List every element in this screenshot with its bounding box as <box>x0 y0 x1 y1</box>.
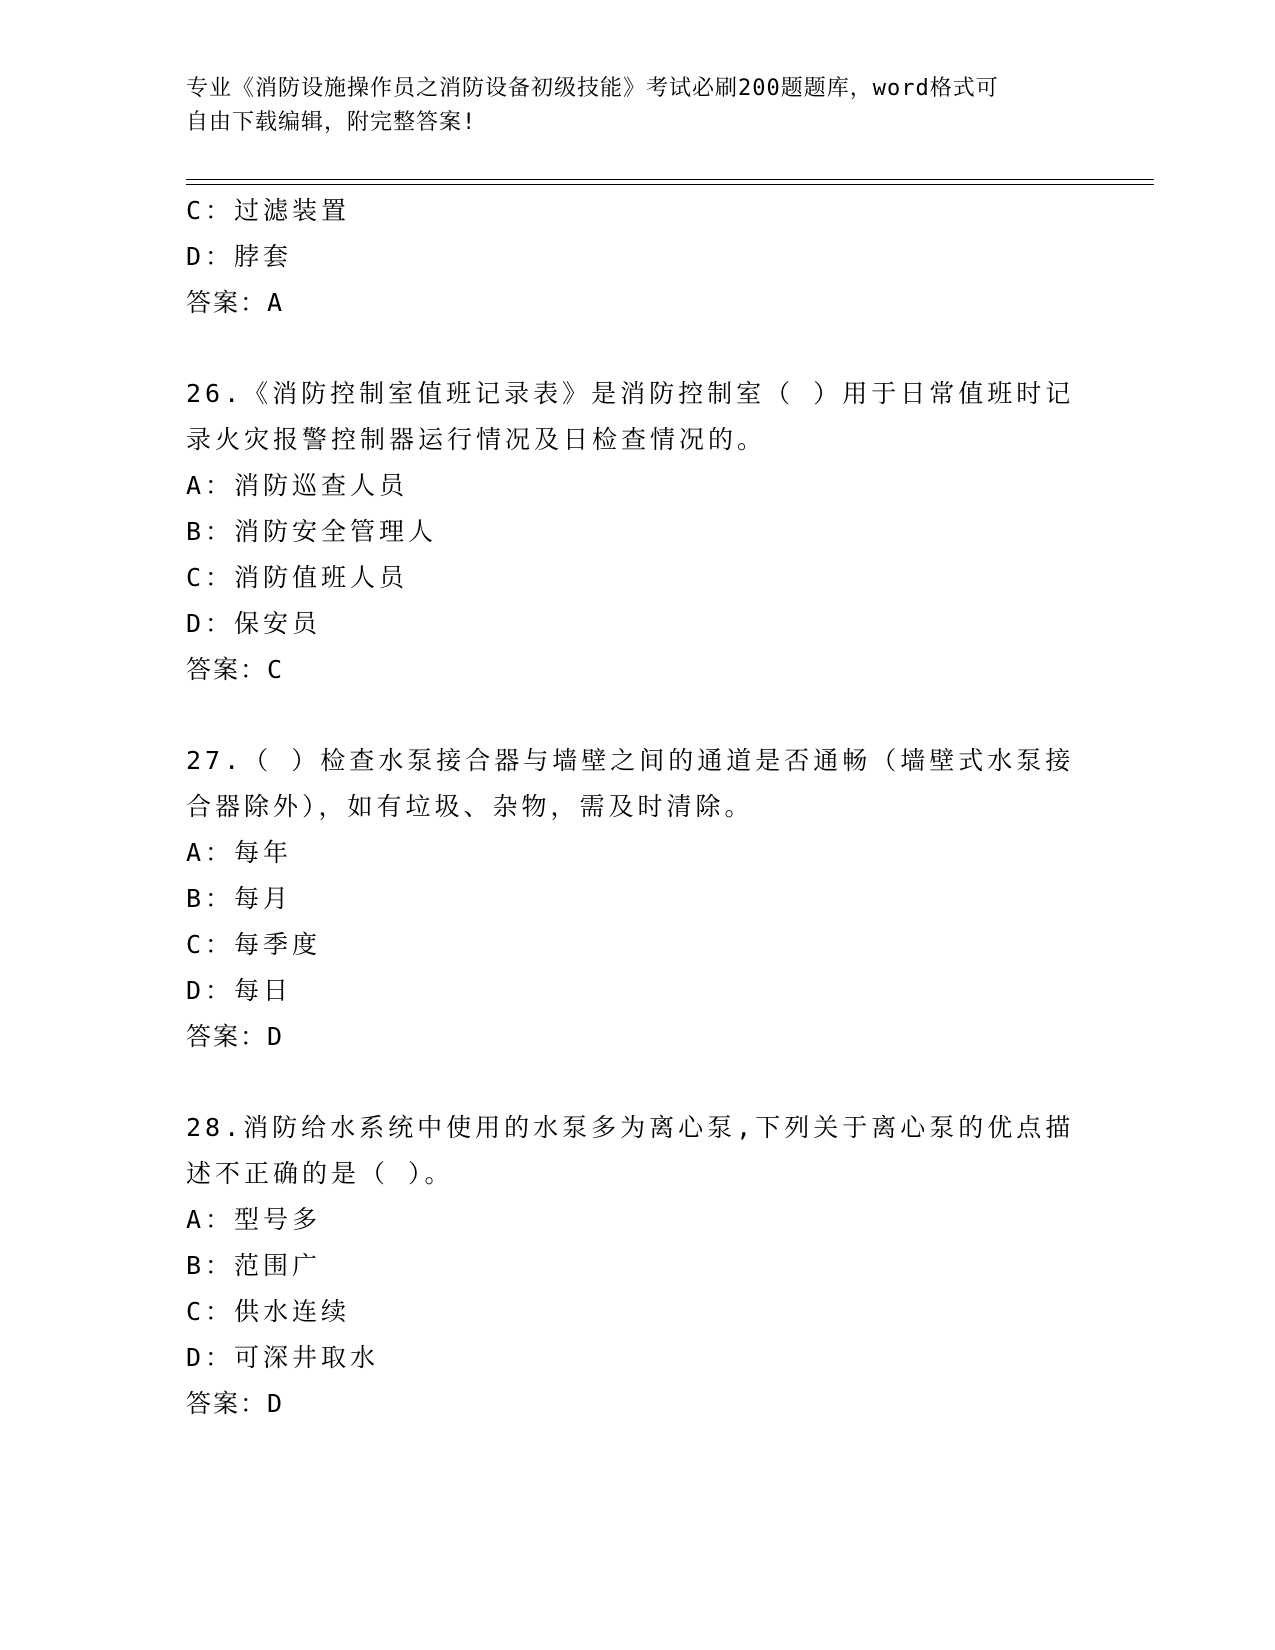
question-text-line: 录火灾报警控制器运行情况及日检查情况的。 <box>186 425 767 454</box>
spacer <box>186 1060 1086 1105</box>
option-c: C：过滤装置 <box>186 196 351 225</box>
option-b: B：每月 <box>186 884 293 913</box>
answer-line: 答案：D <box>186 1389 285 1418</box>
question-text-line: 合器除外），如有垃圾、杂物，需及时清除。 <box>186 792 754 821</box>
option-a: A：消防巡查人员 <box>186 471 409 500</box>
question-text-line: 28.消防给水系统中使用的水泵多为离心泵,下列关于离心泵的优点描 <box>186 1113 1075 1142</box>
option-d: D：保安员 <box>186 609 322 638</box>
question-content <box>186 188 1086 1427</box>
header-line-1: 专业《消防设施操作员之消防设备初级技能》考试必刷200题题库，word格式可 <box>186 76 999 101</box>
option-d: D：脖套 <box>186 242 293 271</box>
option-d: D：可深井取水 <box>186 1343 380 1372</box>
option-c: C：消防值班人员 <box>186 563 409 592</box>
question-text-line: 27.（ ）检查水泵接合器与墙壁之间的通道是否通畅（墙壁式水泵接 <box>186 746 1075 775</box>
question-28-block <box>186 1105 1086 1427</box>
question-text-line: 26.《消防控制室值班记录表》是消防控制室（ ）用于日常值班时记 <box>186 379 1075 408</box>
answer-line: 答案：C <box>186 655 285 684</box>
header-line-2: 自由下载编辑，附完整答案! <box>186 110 477 135</box>
option-d: D：每日 <box>186 976 293 1005</box>
option-c: C：每季度 <box>186 930 322 959</box>
document-header <box>186 72 1066 140</box>
question-text-line: 述不正确的是（ ）。 <box>186 1159 454 1188</box>
option-a: A：每年 <box>186 838 293 867</box>
question-26-block <box>186 371 1086 693</box>
option-a: A：型号多 <box>186 1205 322 1234</box>
option-c: C：供水连续 <box>186 1297 351 1326</box>
prev-question-block <box>186 188 1086 326</box>
option-b: B：范围广 <box>186 1251 322 1280</box>
answer-line: 答案：A <box>186 288 285 317</box>
spacer <box>186 326 1086 371</box>
answer-line: 答案：D <box>186 1022 285 1051</box>
spacer <box>186 693 1086 738</box>
header-rule-bottom <box>186 184 1154 185</box>
question-27-block <box>186 738 1086 1060</box>
header-rule-top <box>186 179 1154 180</box>
option-b: B：消防安全管理人 <box>186 517 438 546</box>
